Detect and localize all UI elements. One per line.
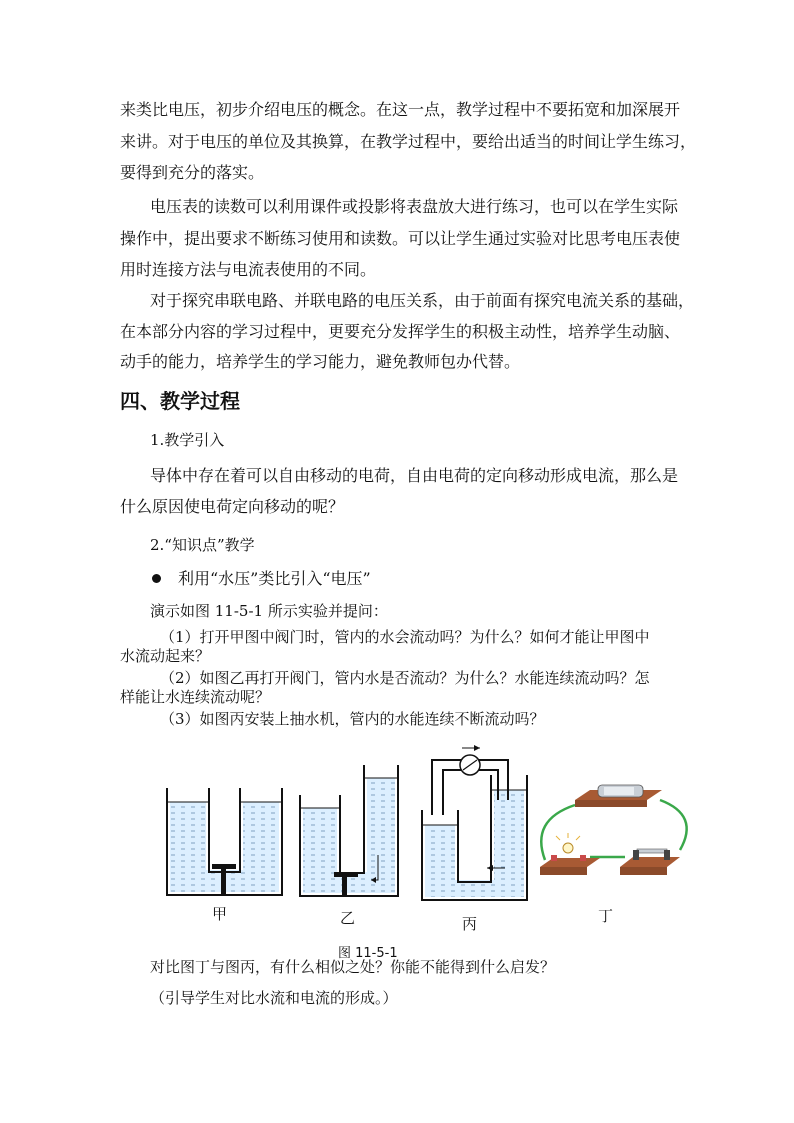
bulb-icon (563, 843, 573, 853)
paragraph-line: 什么原因使电荷定向移动的呢？ (120, 497, 345, 516)
label-jia: 甲 (212, 905, 228, 923)
paragraph-line: 来类比电压，初步介绍电压的概念。在这一点，教学过程中不要拓宽和加深展开 (120, 100, 681, 119)
diagram-jia (167, 788, 282, 895)
paragraph-line: 用时连接方法与电流表使用的不同。 (120, 260, 377, 279)
paragraph-line: 操作中，提出要求不断练习使用和读数。可以让学生通过实验对比思考电压表使 (120, 229, 681, 248)
figure-caption: 图 11-5-1 (338, 946, 398, 961)
paragraph-line: 动手的能力，培养学生的学习能力，避免教师包办代替。 (120, 352, 521, 371)
subheading-knowledge: 2.“知识点”教学 (150, 536, 255, 554)
paragraph-line: 导体中存在着可以自由移动的电荷，自由电荷的定向移动形成电流，那么是 (150, 466, 679, 485)
question-line: （2）如图乙再打开阀门，管内水是否流动？为什么？水能连续流动吗？怎 (160, 669, 650, 687)
diagram-bing (422, 745, 527, 900)
subheading-intro: 1.教学引入 (150, 431, 225, 449)
diagram-yi (300, 765, 398, 896)
paragraph-line: 要得到充分的落实。 (120, 163, 265, 182)
question-line: 样能让水连续流动呢？ (120, 688, 271, 706)
paragraph-line: 在本部分内容的学习过程中，更要充分发挥学生的积极主动性，培养学生动脑、 (120, 322, 681, 341)
paragraph-line: 电压表的读数可以利用课件或投影将表盘放大进行练习，也可以在学生实际 (150, 197, 679, 216)
paragraph-line: 对于探究串联电路、并联电路的电压关系，由于前面有探究电流关系的基础， (150, 291, 695, 310)
bullet-text: 利用“水压”类比引入“电压” (178, 569, 371, 588)
after-line: （引导学生对比水流和电流的形成。） (150, 989, 398, 1007)
label-yi: 乙 (340, 909, 356, 927)
demo-line: 演示如图 11-5-1 所示实验并提问： (150, 602, 388, 620)
after-line: 对比图丁与图丙，有什么相似之处？你能不能得到什么启发？ (150, 958, 556, 976)
question-line: 水流动起来？ (120, 647, 211, 665)
question-line: （3）如图丙安装上抽水机，管内的水能连续不断流动吗？ (160, 710, 545, 728)
switch-icon (637, 849, 667, 853)
paragraph-line: 来讲。对于电压的单位及其换算，在教学过程中，要给出适当的时间让学生练习， (120, 132, 697, 151)
label-bing: 丙 (462, 915, 478, 933)
label-ding: 丁 (598, 907, 614, 925)
section-heading: 四、教学过程 (120, 389, 240, 413)
question-line: （1）打开甲图中阀门时，管内的水会流动吗？为什么？如何才能让甲图中 (160, 628, 650, 646)
diagram-ding (540, 785, 687, 875)
